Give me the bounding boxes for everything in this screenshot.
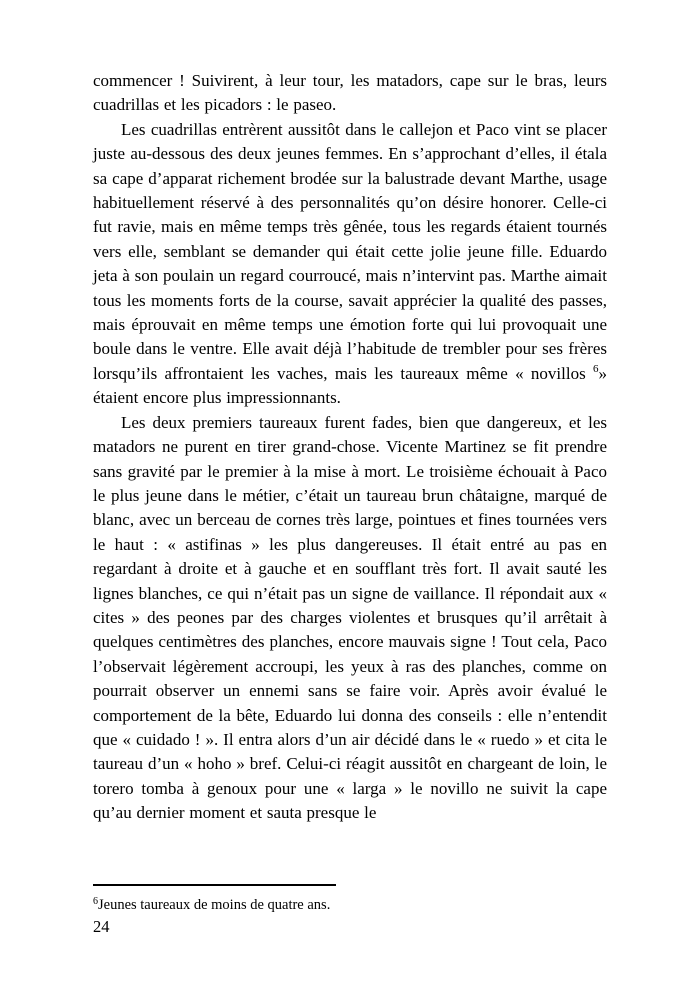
paragraph: Les deux premiers taureaux furent fades, bien que dangereux, et les matadors ne purent en tirer grand-chose. Vicente Martinez se fit prendre sans gravité par le premier à la mise à mort. Le troisième échouait à Paco le plus jeune dans le métier, c’était un taureau brun châtaigne, marqué de blanc, avec un berceau de cornes très large, pointues et fines tournées vers le haut : « astifinas » les plus dangereuses. Il était entré au pas en regardant à droite et à gauche et en soufflant très fort. Il avait sauté les lignes blanches, ce qui n’était pas un signe de vaillance. Il répondait aux « cites » des peones par des charges violentes et brusques qu’il arrêtait à quelques centimètres des planches, encore mauvais signe ! Tout cela, Paco l’observait légèrement accroupi, les yeux à ras des planches, comme on pourrait observer un ennemi sans se faire voir. Après avoir évalué le comportement de la bête, Eduardo lui donna des conseils : elle n’entendit que « cuidado ! ». Il entra alors d’un air décidé dans le « ruedo » et cita le taureau d’un « hoho » bref. Celui-ci réagit aussitôt en chargeant de loin, le torero tomba à genoux pour une « larga » le novillo ne suivit la cape qu’au dernier moment et sauta presque le	[93, 412, 607, 823]
page-number: 24	[93, 917, 110, 936]
paragraph-text: Les cuadrillas entrèrent aussitôt dans le callejon et Paco vint se placer juste au-dessous des deux jeunes femmes. En s’approchant d’elles, il étala sa cape d’apparat richement brodée sur la balustrade devant Marthe, usage habituellement réservé à des personnalités qu’on désire honorer. Celle-ci fut ravie, mais en même temps très gênée, tous les regards étaient tournés vers elle, semblant se demander qui était cette jolie jeune fille. Eduardo jeta à son poulain un regard courroucé, mais n’intervint pas. Marthe aimait tous les moments forts de la course, savait apprécier la qualité des passes, mais éprouvait en même temps une émotion forte qui lui provoquait une boule dans le ventre. Elle avait déjà l’habitude de trembler pour ses frères lorsqu’ils affrontaient les vaches, mais les taureaux même « novillos	[93, 119, 607, 383]
paragraph-text: » étaient encore plus impressionnants.	[93, 363, 607, 408]
footnote-reference-marker: 6	[593, 362, 599, 375]
paragraph: commencer ! Suivirent, à leur tour, les matadors, cape sur le bras, leurs cuadrillas et les picadors : le paseo.	[93, 71, 607, 115]
footnote	[93, 895, 607, 915]
paragraph	[93, 118, 607, 411]
page-body-text	[93, 69, 607, 826]
footnote-number: 6	[93, 896, 98, 907]
footnote-text: Jeunes taureaux de moins de quatre ans.	[98, 897, 331, 913]
footnote-divider	[93, 884, 336, 886]
